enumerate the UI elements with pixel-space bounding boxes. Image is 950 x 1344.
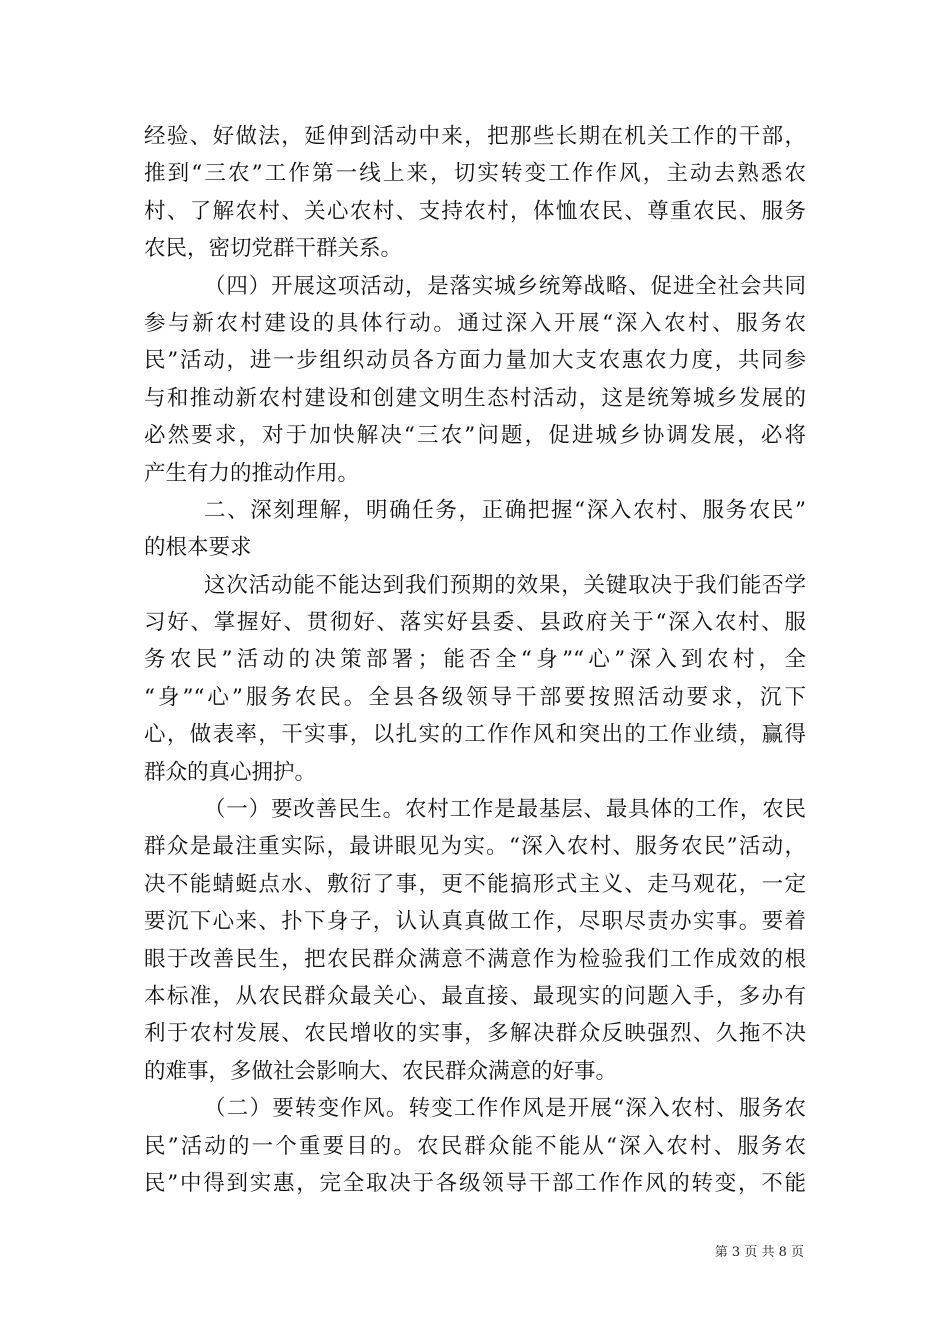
text-line: 参与新农村建设的具体行动。通过深入开展“深入农村、服务农 <box>144 310 806 336</box>
text-line: 群众是最注重实际，最讲眼见为实。“深入农村、服务农民”活动， <box>144 834 806 860</box>
text-line: 推到“三农”工作第一线上来，切实转变工作作风，主动去熟悉农 <box>144 161 806 187</box>
text-line: （一）要改善民生。农村工作是最基层、最具体的工作，农民 <box>204 797 806 823</box>
text-line: 决不能蜻蜓点水、敷衍了事，更不能搞形式主义、走马观花，一定 <box>144 871 806 897</box>
text-line: 与和推动新农村建设和创建文明生态村活动，这是统筹城乡发展的 <box>144 385 806 411</box>
text-line: “身”“心”服务农民。全县各级领导干部要按照活动要求，沉下 <box>144 684 806 710</box>
text-line: （二）要转变作风。转变工作作风是开展“深入农村、服务农 <box>204 1096 806 1122</box>
text-line: 民”活动的一个重要目的。农民群众能不能从“深入农村、服务农 <box>144 1133 806 1159</box>
page-number-footer: 第 3 页 共 8 页 <box>714 1245 804 1260</box>
document-body <box>144 118 806 1202</box>
text-line: 心，做表率，干实事，以扎实的工作作风和突出的工作业绩，赢得 <box>144 722 806 748</box>
text-line: 要沉下心来、扑下身子，认认真真做工作，尽职尽责办实事。要着 <box>144 909 806 935</box>
text-line: 务农民”活动的决策部署；能否全“身”“心”深入到农村，全 <box>144 647 806 673</box>
text-line: 农民，密切党群干群关系。 <box>144 236 403 262</box>
text-line: 经验、好做法，延伸到活动中来，把那些长期在机关工作的干部， <box>144 124 806 149</box>
text-line: 眼于改善民生，把农民群众满意不满意作为检验我们工作成效的根 <box>144 946 806 972</box>
text-line: （四）开展这项活动，是落实城乡统筹战略、促进全社会共同 <box>204 273 806 299</box>
section-heading-line: 的根本要求 <box>144 535 252 561</box>
text-line: 民”中得到实惠，完全取决于各级领导干部工作作风的转变，不能 <box>144 1170 806 1196</box>
text-line: 产生有力的推动作用。 <box>144 460 360 486</box>
text-line: 村、了解农村、关心农村、支持农村，体恤农民、尊重农民、服务 <box>144 198 806 224</box>
text-line: 群众的真心拥护。 <box>144 759 317 785</box>
text-line: 民”活动，进一步组织动员各方面力量加大支农惠农力度，共同参 <box>144 348 806 374</box>
text-line: 这次活动能不能达到我们预期的效果，关键取决于我们能否学 <box>204 572 806 598</box>
section-heading-line: 二、深刻理解，明确任务，正确把握“深入农村、服务农民” <box>204 497 806 523</box>
text-line: 本标准，从农民群众最关心、最直接、最现实的问题入手，多办有 <box>144 983 806 1009</box>
text-line: 利于农村发展、农民增收的实事，多解决群众反映强烈、久拖不决 <box>144 1021 806 1047</box>
text-line: 必然要求，对于加快解决“三农”问题，促进城乡协调发展，必将 <box>144 423 806 449</box>
text-line: 习好、掌握好、贯彻好、落实好县委、县政府关于“深入农村、服 <box>144 610 806 636</box>
text-line: 的难事，多做社会影响大、农民群众满意的好事。 <box>144 1058 618 1084</box>
